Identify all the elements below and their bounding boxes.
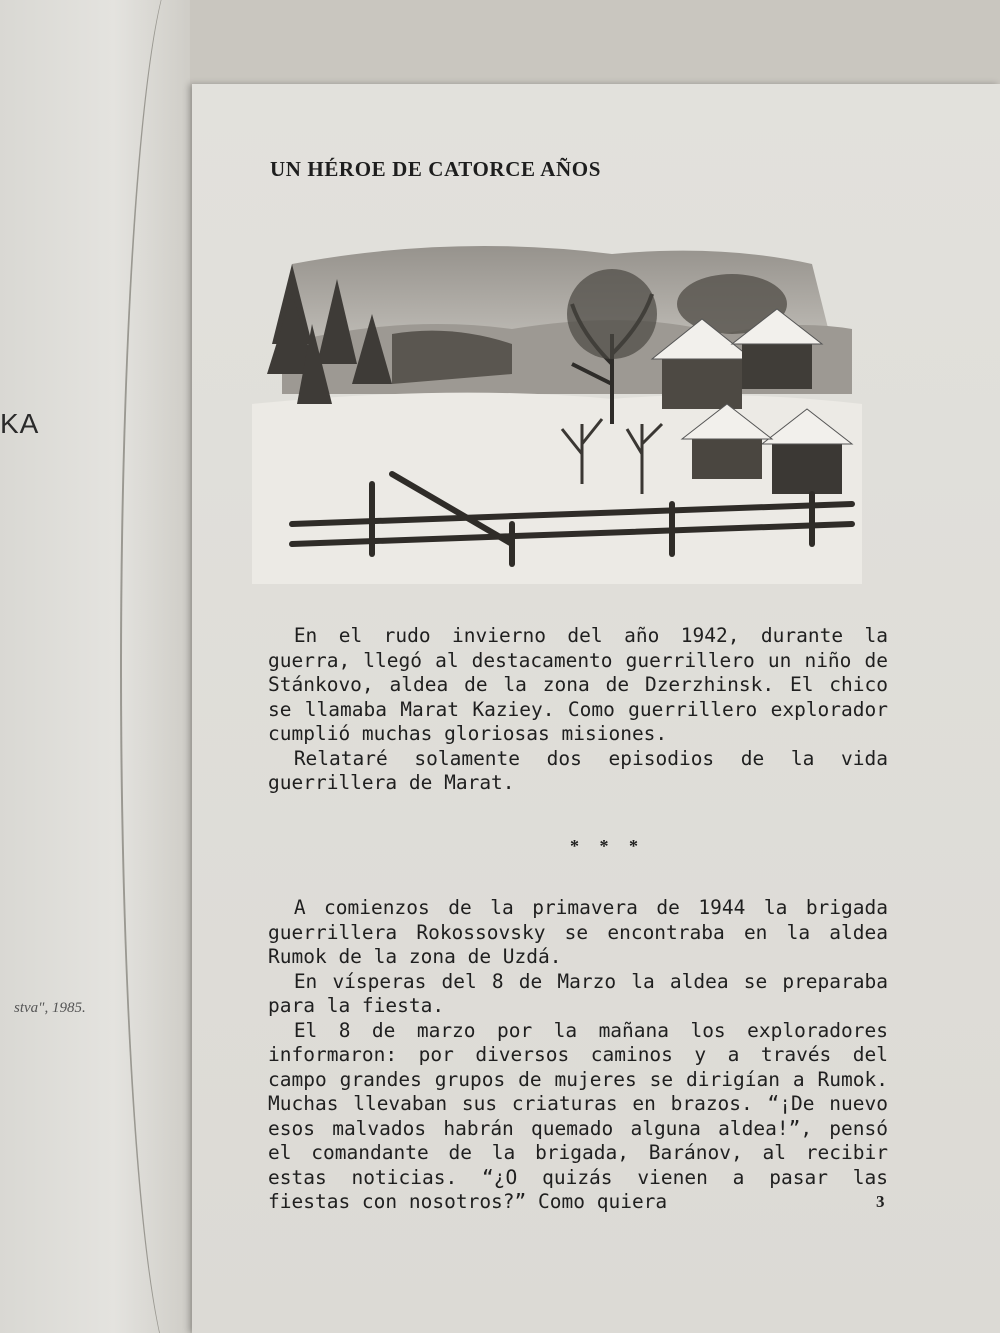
paragraph-2: Relataré solamente dos episodios de la vida guerrillera de Marat. xyxy=(268,746,888,794)
section-separator: * * * xyxy=(570,835,646,856)
winter-village-illustration xyxy=(252,224,862,584)
left-facing-page xyxy=(0,0,190,1333)
paragraph-1: En el rudo invierno del año 1942, durante la guerra, llegó al destacamento guerrillero un niño de Stánkovo, aldea de la zona de Dzerzhinsk. El chico se llamaba Marat Kaziey. Como guerrillero explorador cumplió muchas gloriosas misiones. xyxy=(268,624,888,745)
page-number: 3 xyxy=(876,1192,885,1211)
paragraph-4: En vísperas del 8 de Marzo la aldea se preparaba para la fiesta. xyxy=(268,969,888,1017)
paragraph-3: A comienzos de la primavera de 1944 la brigada guerrillera Rokossovsky se encontraba en la aldea Rumok de la zona de Uzdá. xyxy=(268,896,888,968)
chapter-title: UN HÉROE DE CATORCE AÑOS xyxy=(270,157,602,181)
page-curve xyxy=(120,0,190,1333)
body-text xyxy=(268,624,888,1215)
left-page-heading-fragment: KA xyxy=(0,408,40,439)
right-page xyxy=(192,84,1000,1333)
left-page-publisher-fragment: stva", 1985. xyxy=(14,1000,86,1016)
paragraph-5: El 8 de marzo por la mañana los exploradores informaron: por diversos caminos y a través del campo grandes grupos de mujeres se dirigían a Rumok. Muchas llevaban sus criaturas en brazos. “¡De nuevo esos malvados habrán quemado alguna aldea!”, pensó el comandante de la brigada, Baránov, al recibir estas noticias. “¿O quizás vienen a pasar las fiestas con nosotros?” Como quiera xyxy=(268,1018,888,1213)
